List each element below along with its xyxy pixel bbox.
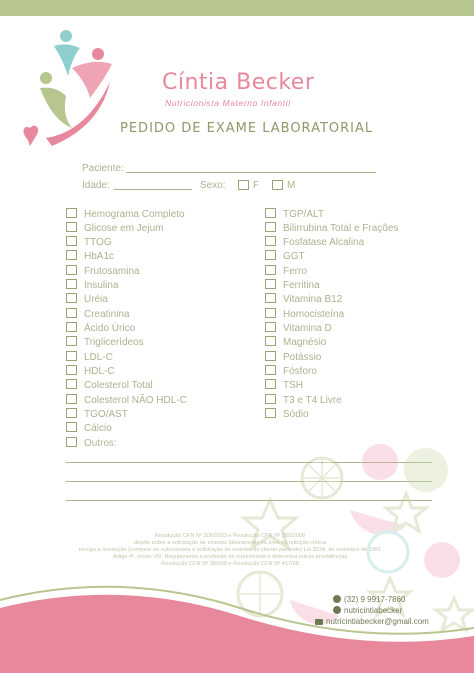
exam-label: Colesterol Total <box>84 380 153 391</box>
exam-label: T3 e T4 Livre <box>283 395 342 406</box>
top-bar <box>0 0 474 16</box>
email-text: nutricintiabecker@gmail.com <box>326 617 429 626</box>
exam-checkbox[interactable] <box>265 250 276 260</box>
legal-line: Resolução CFN Nº 306/2003 e Resolução CFN Nº 380/2000 <box>154 533 306 539</box>
exam-label: Sódio <box>283 409 309 420</box>
exam-checkbox[interactable] <box>265 394 276 404</box>
legal-line: Resolução CFN Nº 380/05 e Resolução CFN Nº 417/08 <box>161 561 299 567</box>
patient-field[interactable] <box>126 172 376 173</box>
exam-checkbox[interactable] <box>265 208 276 218</box>
exam-label: Potássio <box>283 352 322 363</box>
exam-label: TSH <box>283 380 303 391</box>
age-field[interactable] <box>114 189 192 190</box>
brand-name: Cíntia Becker <box>162 70 315 95</box>
sex-f-label: F <box>253 180 260 191</box>
contact-email[interactable] <box>315 617 429 626</box>
exam-checkbox[interactable] <box>66 379 77 389</box>
exam-label: GGT <box>283 251 305 262</box>
sex-f-checkbox[interactable] <box>238 180 249 190</box>
exam-label: Ferritina <box>283 280 320 291</box>
contact-instagram[interactable] <box>333 606 402 615</box>
instagram-icon <box>333 606 341 614</box>
exam-label: TGO/AST <box>84 409 128 420</box>
exam-label: HDL-C <box>84 366 115 377</box>
exam-checkbox[interactable] <box>265 293 276 303</box>
others-label: Outros: <box>84 438 117 449</box>
exam-label: Glicose em Jejum <box>84 223 164 234</box>
exam-label: Triglicerídeos <box>84 337 144 348</box>
exam-checkbox[interactable] <box>66 408 77 418</box>
exam-checkbox[interactable] <box>66 208 77 218</box>
logo-figures-icon <box>16 28 136 158</box>
exam-label: TTOG <box>84 237 112 248</box>
exam-checkbox[interactable] <box>265 379 276 389</box>
exam-checkbox[interactable] <box>66 293 77 303</box>
exam-checkbox[interactable] <box>265 236 276 246</box>
exam-label: Frutosamina <box>84 266 140 277</box>
age-label: Idade: <box>82 180 110 191</box>
exam-checkbox[interactable] <box>66 351 77 361</box>
email-icon <box>315 619 323 625</box>
exam-checkbox[interactable] <box>66 437 77 447</box>
exam-checkbox[interactable] <box>66 365 77 375</box>
sex-m-checkbox[interactable] <box>272 180 283 190</box>
page-title: PEDIDO DE EXAME LABORATORIAL <box>120 121 374 136</box>
exam-label: Uréia <box>84 294 108 305</box>
exam-label: Ferro <box>283 266 307 277</box>
whatsapp-icon <box>333 595 341 603</box>
exam-label: Vitamina D <box>283 323 332 334</box>
exam-checkbox[interactable] <box>66 322 77 332</box>
exam-label: Insulina <box>84 280 119 291</box>
exam-checkbox[interactable] <box>66 222 77 232</box>
exam-checkbox[interactable] <box>265 322 276 332</box>
exam-checkbox[interactable] <box>265 308 276 318</box>
exam-checkbox[interactable] <box>66 336 77 346</box>
exam-checkbox[interactable] <box>265 265 276 275</box>
exam-checkbox[interactable] <box>66 394 77 404</box>
legal-line: Artigo 4º, inciso VIII. Regulamenta a profissão de nutricionista e determina outras providências <box>112 554 348 560</box>
sex-label: Sexo: <box>200 180 226 191</box>
brand-subtitle: Nutricionista Materno Infantil <box>165 98 291 108</box>
exam-checkbox[interactable] <box>265 351 276 361</box>
exam-checkbox[interactable] <box>265 408 276 418</box>
phone-text: (32) 9 9917-7860 <box>344 595 406 604</box>
exam-label: TGP/ALT <box>283 209 324 220</box>
exam-checkbox[interactable] <box>265 336 276 346</box>
exam-label: Bilirrubina Total e Frações <box>283 223 399 234</box>
exam-label: Vitamina B12 <box>283 294 343 305</box>
contact-phone[interactable] <box>333 595 405 604</box>
exam-label: Ácido Úrico <box>84 323 136 334</box>
exam-checkbox[interactable] <box>265 365 276 375</box>
exam-label: Creatinina <box>84 309 130 320</box>
exam-label: Homocisteína <box>283 309 345 320</box>
exam-label: Fósforo <box>283 366 317 377</box>
patient-label: Paciente: <box>82 163 124 174</box>
exam-checkbox[interactable] <box>265 222 276 232</box>
exam-checkbox[interactable] <box>66 265 77 275</box>
instagram-text: nutricintiabecker <box>344 606 403 615</box>
exam-label: Fosfatase Alcalina <box>283 237 365 248</box>
exam-label: Magnésio <box>283 337 327 348</box>
exam-label: Colesterol NÃO HDL-C <box>84 395 187 406</box>
exam-label: Hemograma Completo <box>84 209 185 220</box>
sex-m-label: M <box>287 180 296 191</box>
legal-line: dispõe sobre a solicitação de exames laboratoriais na área da nutrição clínica <box>133 540 327 546</box>
legal-line: revoga a resolução (compete ao nutricionista a solicitação de exames do cliente-paciente) Lei 8234, de setembro de 1991 <box>78 547 382 553</box>
exam-checkbox[interactable] <box>66 308 77 318</box>
exam-label: Cálcio <box>84 423 112 434</box>
exam-checkbox[interactable] <box>265 279 276 289</box>
exam-label: HbA1c <box>84 251 115 262</box>
exam-checkbox[interactable] <box>66 422 77 432</box>
exam-checkbox[interactable] <box>66 279 77 289</box>
exam-checkbox[interactable] <box>66 236 77 246</box>
exam-label: LDL-C <box>84 352 113 363</box>
exam-checkbox[interactable] <box>66 250 77 260</box>
